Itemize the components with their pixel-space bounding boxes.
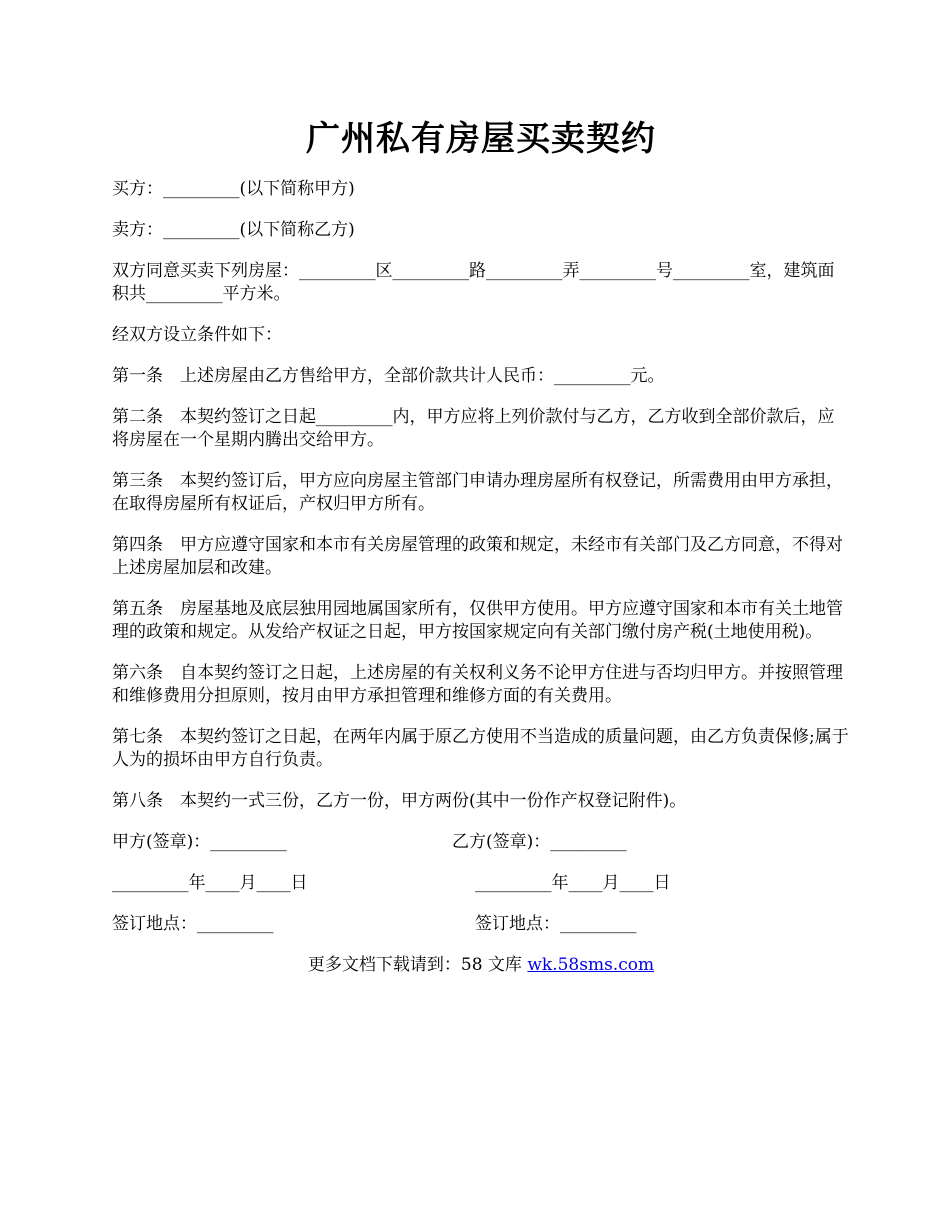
document-title: 广州私有房屋买卖契约: [306, 119, 656, 159]
document-body: [112, 178, 850, 936]
footer-note: [112, 954, 850, 977]
article-5: 第五条 房屋基地及底层独用园地属国家所有，仅供甲方使用。甲方应遵守国家和本市有关土地管理的政策和规定。从发给产权证之日起，甲方按国家规定向有关部门缴付房产税(土地使用税)。: [112, 599, 843, 642]
article-3: 第三条 本契约签订后，甲方应向房屋主管部门申请办理房屋所有权登记，所需费用由甲方承担，在取得房屋所有权证后，产权归甲方所有。: [112, 471, 843, 514]
buyer-line: 买方：_________(以下简称甲方): [112, 179, 355, 199]
article-8: 第八条 本契约一式三份，乙方一份，甲方两份(其中一份作产权登记附件)。: [112, 791, 687, 811]
conditions-intro: 经双方设立条件如下：: [112, 325, 282, 345]
date-row: [112, 872, 850, 895]
footer-text: 更多文档下载请到：58 文库: [307, 955, 528, 975]
footer-link[interactable]: wk.58sms.com: [527, 955, 655, 975]
article-1: 第一条 上述房屋由乙方售给甲方，全部价款共计人民币：_________元。: [112, 366, 665, 386]
article-7: 第七条 本契约签订之日起，在两年内属于原乙方使用不当造成的质量问题，由乙方负责保修;属于人为的损坏由甲方自行负责。: [112, 727, 849, 770]
party-a-date: _________年____月____日: [112, 873, 308, 893]
party-b-signature: 乙方(签章)：_________: [452, 832, 627, 852]
party-b-date: _________年____月____日: [475, 873, 671, 893]
property-description: 双方同意买卖下列房屋：_________区_________路_________弄_________号_________室，建筑面积共_________平方米。: [112, 261, 835, 304]
party-a-place: 签订地点：_________: [112, 914, 274, 934]
party-b-place: 签订地点：_________: [475, 914, 637, 934]
party-a-signature: 甲方(签章)：_________: [112, 832, 287, 852]
signature-row: [112, 831, 850, 854]
seller-line: 卖方：_________(以下简称乙方): [112, 220, 355, 240]
article-6: 第六条 自本契约签订之日起，上述房屋的有关权利义务不论甲方住进与否均归甲方。并按照管理和维修费用分担原则，按月由甲方承担管理和维修方面的有关费用。: [112, 663, 843, 706]
place-row: [112, 913, 850, 936]
article-4: 第四条 甲方应遵守国家和本市有关房屋管理的政策和规定，未经市有关部门及乙方同意，不得对上述房屋加层和改建。: [112, 535, 843, 578]
article-2: 第二条 本契约签订之日起_________内，甲方应将上列价款付与乙方，乙方收到全部价款后，应将房屋在一个星期内腾出交给甲方。: [112, 407, 835, 450]
